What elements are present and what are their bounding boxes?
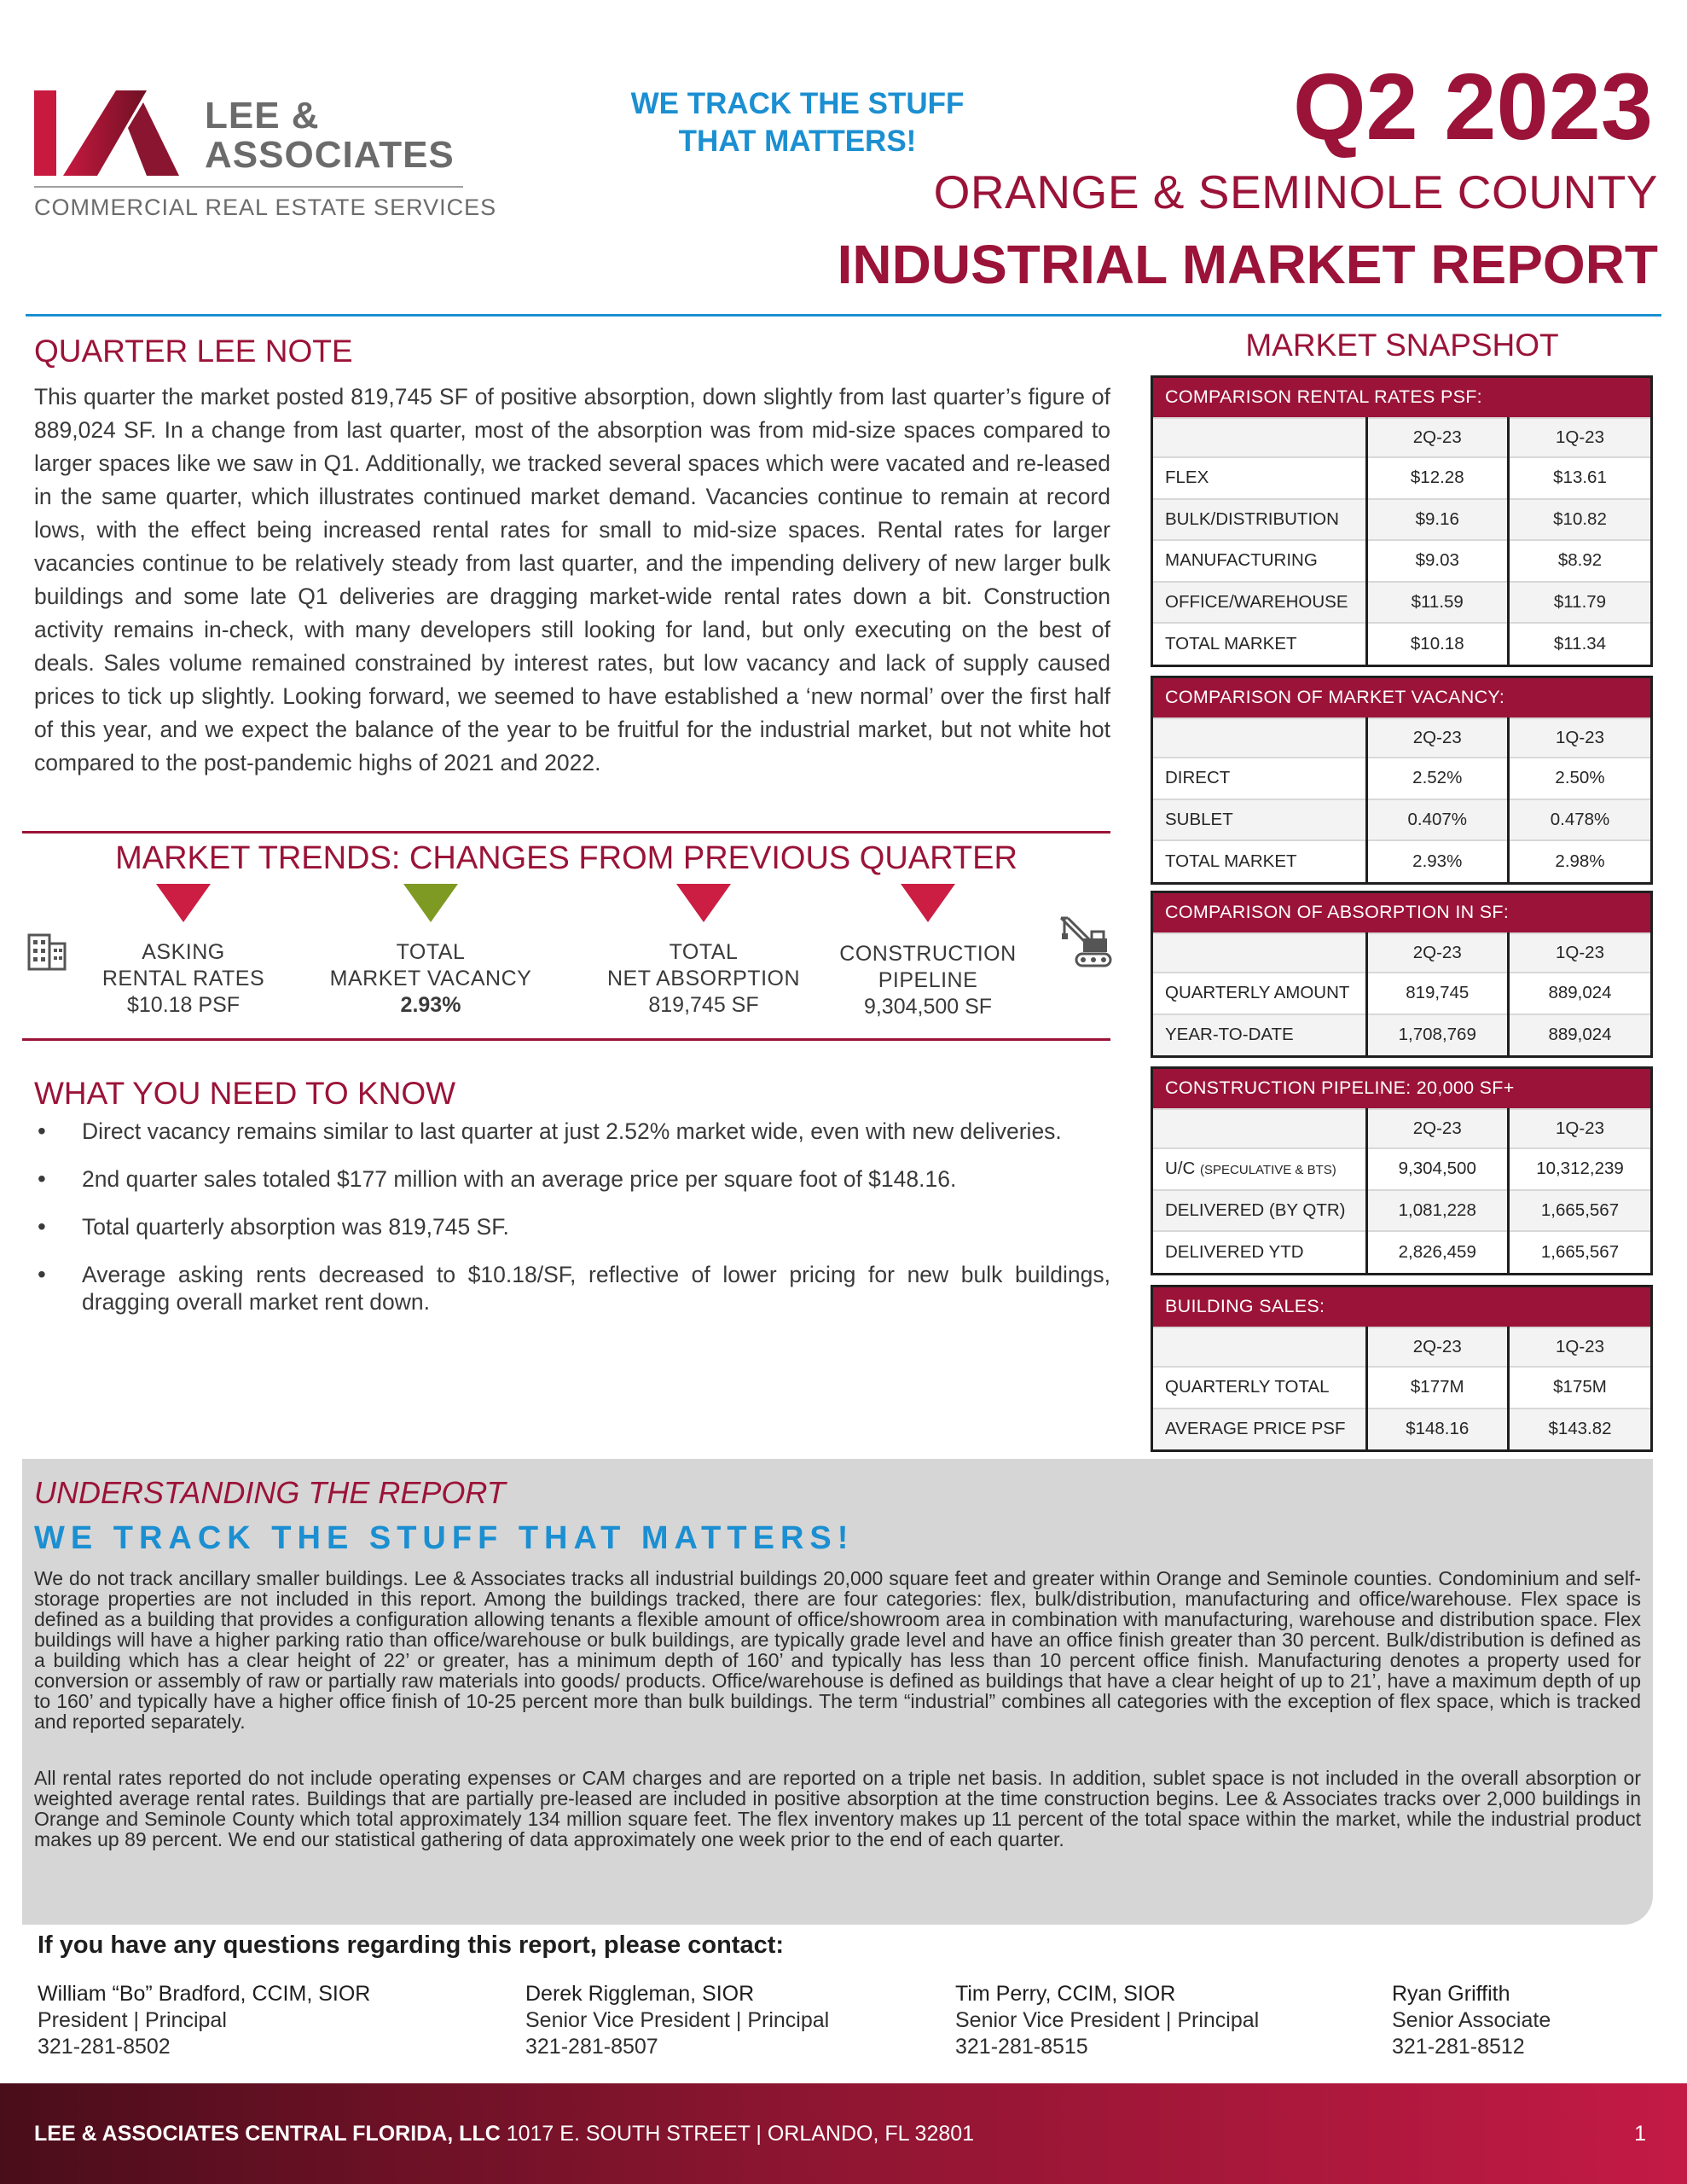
cell-previous: $13.61 [1509,457,1651,499]
cell-previous: $11.34 [1509,623,1651,665]
trend-value: $10.18 PSF [126,993,241,1017]
cell-previous: $8.92 [1509,540,1651,582]
row-label: DELIVERED (BY QTR) [1153,1190,1366,1232]
market-trends-heading: MARKET TRENDS: CHANGES FROM PREVIOUS QUARTER [115,840,1017,876]
table-row [1153,799,1650,841]
table-row [1153,973,1650,1014]
cell-previous: $11.79 [1509,582,1651,624]
table-header-row [1153,1109,1650,1148]
report-quarter: Q2 2023 [1292,55,1653,160]
down-arrow-icon [901,884,955,922]
row-label: BULK/DISTRIBUTION [1153,499,1366,541]
table-header-row [1153,933,1650,973]
trend-label-line-1: TOTAL [669,940,739,964]
contact-phone: 321-281-8507 [525,2035,658,2059]
contact-name: Tim Perry, CCIM, SIOR [955,1982,1176,2006]
table-corner [1153,1327,1366,1367]
table-row [1153,457,1650,499]
cell-previous: 889,024 [1509,973,1651,1014]
trend-construction-pipeline [817,884,1039,1020]
contact-name: Derek Riggleman, SIOR [525,1982,755,2006]
cell-current: $11.59 [1366,582,1509,624]
trend-net-absorption [593,884,815,1019]
contacts-heading: If you have any questions regarding this report, please contact: [38,1931,785,1959]
cell-previous: 0.478% [1509,799,1651,841]
cell-current: 2.52% [1366,758,1509,799]
trend-label-line-1: ASKING [142,940,225,964]
column-header: 2Q-23 [1366,1327,1509,1367]
cell-current: 9,304,500 [1366,1148,1509,1190]
table-row [1153,1367,1650,1409]
row-label: QUARTERLY AMOUNT [1153,973,1366,1014]
trend-value: 9,304,500 SF [863,995,993,1019]
column-header: 2Q-23 [1366,933,1509,973]
contact-title: President | Principal [38,2008,227,2032]
understanding-paragraph-1: We do not track ancillary smaller buildings. Lee & Associates tracks all industrial buildings 20,000 square feet and greater within Orange and Seminole counties. Condominium and self-storage properties are not included in this report. Among the buildings tracked, there are four categories: flex, bulk/distribution, manufacturing and office/warehouse. Flex space is defined as a building that provides a configuration allowing tenants a flexible amount of office/showroom area in combination with manufacturing, warehouse and distribution space. Flex buildings will have a higher parking ratio than office/warehouse or bulk buildings, are typically grade level and have an office finish greater than 30 percent. Bulk/distribution is defined as a building which has a clear height of 22’ or greater, has a minimum depth of 160’ and typically has less than 10 percent office finish. Manufacturing denotes a property used for conversion or assembly of raw or partially raw materials into goods/ products. Office/warehouse is defined as buildings that have a clear height of up to 21’, have a maximum depth of up to 160’ and typically have a higher office finish of 10-25 percent more than bulk buildings. The term “industrial” combines all categories with the exception of flex space, which is tracked and reported separately. [34,1567,1641,1733]
company-logo [34,85,497,226]
cell-previous: 2.98% [1509,840,1651,882]
table-title: BUILDING SALES: [1153,1287,1650,1327]
trend-label-line-1: CONSTRUCTION [839,942,1017,966]
column-header: 2Q-23 [1366,1109,1509,1148]
lee-associates-logo-mark [34,90,179,176]
quarter-note-body: This quarter the market posted 819,745 SF of positive absorption, down slightly from last quarter’s figure of 889,024 SF. In a change from last quarter, most of the absorption was from mid-size spaces compared to larger spaces like we saw in Q1. Additionally, we tracked several spaces which were vacated and re-leased in the same quarter, which illustrates continued market demand. Vacancies continue to remain at record lows, with the effect being increased rental rates for small to mid-size spaces. Rental rates for larger vacancies continue to be relatively steady from last quarter, and the impending delivery of new larger bulk buildings and some late Q1 deliveries are dragging market-wide rental rates down a bit. Construction activity remains in-check, with many developers still looking for land, but only executing on the best of deals. Sales volume remained constrained by interest rates, but low vacancy and lack of supply caused prices to tick up slightly. Looking forward, we seemed to have established a ‘new normal’ over the first half of this year, and we expect the balance of the year to be fruitful for the industrial market, but not white hot compared to the post-pandemic highs of 2021 and 2022. [34,384,1110,775]
cell-current: 2.93% [1366,840,1509,882]
contact-phone: 321-281-8502 [38,2035,171,2059]
construction-pipeline-table [1151,1066,1653,1275]
understanding-subheading: WE TRACK THE STUFF THAT MATTERS! [34,1520,855,1556]
contact-card [38,1981,370,2060]
column-header: 1Q-23 [1509,1327,1651,1367]
cell-previous: 2.50% [1509,758,1651,799]
cell-current: 1,081,228 [1366,1190,1509,1232]
understanding-paragraph-2: All rental rates reported do not include operating expenses or CAM charges and are reported on a triple net basis. In addition, sublet space is not included in the overall absorption or weighted average rental rates. Buildings that are partially pre-leased are included in positive absorption at the time construction begins. Lee & Associates tracks over 2,000 buildings in Orange and Seminole County which total approximately 134 million square feet. The flex inventory makes up 11 percent of the total space within the market, while the industrial product makes up 89 percent. We end our statistical gathering of data approximately one week prior to the end of each quarter. [34,1767,1641,1850]
cell-current: $12.28 [1366,457,1509,499]
contact-card [1392,1981,1551,2060]
trend-value: 2.93% [400,993,461,1017]
table-row [1153,582,1650,624]
cell-current: $148.16 [1366,1409,1509,1450]
contact-title: Senior Vice President | Principal [525,2008,830,2032]
column-header: 1Q-23 [1509,418,1651,457]
table-row [1153,840,1650,882]
cell-previous: 1,665,567 [1509,1190,1651,1232]
row-label: YEAR-TO-DATE [1153,1014,1366,1056]
table-row [1153,1190,1650,1232]
down-arrow-icon [156,884,211,922]
down-arrow-icon [403,884,458,922]
row-label: DIRECT [1153,758,1366,799]
column-header: 1Q-23 [1509,933,1651,973]
cell-previous: 889,024 [1509,1014,1651,1056]
row-label: OFFICE/WAREHOUSE [1153,582,1366,624]
contact-name: William “Bo” Bradford, CCIM, SIOR [38,1982,371,2006]
column-header: 1Q-23 [1509,1109,1651,1148]
list-item: • Average asking rents decreased to $10.18/SF, reflective of lower pricing for new bulk buildings, dragging overall market rent down. [34,1261,1110,1316]
contact-phone: 321-281-8515 [955,2035,1088,2059]
footer-address-line [34,2121,974,2146]
need-to-know-list [34,1118,1110,1336]
cell-current: $10.18 [1366,623,1509,665]
row-label: DELIVERED YTD [1153,1231,1366,1273]
column-header: 2Q-23 [1366,718,1509,758]
table-title: COMPARISON RENTAL RATES PSF: [1153,378,1650,417]
row-label: FLEX [1153,457,1366,499]
market-snapshot-heading: MARKET SNAPSHOT [1245,328,1559,363]
table-row [1153,1231,1650,1273]
table-corner [1153,933,1366,973]
need-to-know-heading: WHAT YOU NEED TO KNOW [34,1076,456,1111]
contact-title: Senior Vice President | Principal [955,2008,1260,2032]
contact-name: Ryan Griffith [1392,1982,1510,2006]
building-icon [26,928,68,971]
logo-text-associates: ASSOCIATES [205,134,455,176]
row-label-main: U/C [1165,1159,1196,1179]
header-divider [26,314,1661,317]
table-corner [1153,418,1366,457]
trend-asking-rental-rates [72,884,294,1019]
understanding-heading: UNDERSTANDING THE REPORT [34,1475,506,1510]
cell-current: 0.407% [1366,799,1509,841]
trend-label-line-2: NET ABSORPTION [606,967,801,990]
table-title: COMPARISON OF ABSORPTION IN SF: [1153,893,1650,932]
table-row [1153,499,1650,541]
footer-company: LEE & ASSOCIATES CENTRAL FLORIDA, LLC [34,2122,501,2146]
down-arrow-icon [676,884,731,922]
rental-rates-table [1151,375,1653,667]
tagline-line-2: THAT MATTERS! [678,125,917,158]
trend-label-line-1: TOTAL [396,940,466,964]
cell-current: $177M [1366,1367,1509,1409]
table-header-row [1153,718,1650,758]
market-vacancy-table [1151,676,1653,885]
logo-divider [34,186,463,188]
trends-divider-bottom [22,1038,1110,1041]
table-row [1153,1409,1650,1450]
table-row [1153,758,1650,799]
logo-subtitle: COMMERCIAL REAL ESTATE SERVICES [34,195,497,220]
cell-current: $9.03 [1366,540,1509,582]
trend-market-vacancy [320,884,542,1019]
absorption-table [1151,891,1653,1058]
table-row [1153,1014,1650,1056]
crane-icon [1058,915,1114,971]
cell-previous: 10,312,239 [1509,1148,1651,1190]
cell-previous: 1,665,567 [1509,1231,1651,1273]
cell-current: 2,826,459 [1366,1231,1509,1273]
trend-label-line-2: RENTAL RATES [101,967,265,990]
list-item: • Direct vacancy remains similar to last quarter at just 2.52% market wide, even with new deliveries. [34,1118,1110,1145]
understanding-panel [22,1459,1653,1925]
row-label: SUBLET [1153,799,1366,841]
row-label: TOTAL MARKET [1153,840,1366,882]
contact-card [525,1981,829,2060]
quarter-note-heading: QUARTER LEE NOTE [34,334,353,369]
table-title: COMPARISON OF MARKET VACANCY: [1153,678,1650,717]
row-label: AVERAGE PRICE PSF [1153,1409,1366,1450]
table-corner [1153,1109,1366,1148]
trends-divider-top [22,831,1110,834]
contact-card [955,1981,1259,2060]
contact-title: Senior Associate [1392,2008,1551,2032]
row-label-note: (SPECULATIVE & BTS) [1200,1163,1336,1178]
cell-previous: $143.82 [1509,1409,1651,1450]
table-row [1153,540,1650,582]
logo-text-lee: LEE & [205,95,320,136]
contact-phone: 321-281-8512 [1392,2035,1525,2059]
table-row [1153,1148,1650,1190]
cell-current: 819,745 [1366,973,1509,1014]
table-row [1153,623,1650,665]
table-header-row [1153,1327,1650,1367]
footer-address: 1017 E. SOUTH STREET | ORLANDO, FL 32801 [500,2122,975,2146]
list-item: • Total quarterly absorption was 819,745 SF. [34,1213,1110,1240]
trend-label-line-2: MARKET VACANCY [329,967,532,990]
table-corner [1153,718,1366,758]
row-label: TOTAL MARKET [1153,623,1366,665]
header-tagline [597,85,998,160]
page-number: 1 [1634,2122,1646,2146]
report-county: ORANGE & SEMINOLE COUNTY [933,166,1658,218]
cell-current: 1,708,769 [1366,1014,1509,1056]
cell-previous: $175M [1509,1367,1651,1409]
table-title: CONSTRUCTION PIPELINE: 20,000 SF+ [1153,1069,1650,1108]
trend-value: 819,745 SF [648,993,759,1017]
tagline-line-1: WE TRACK THE STUFF [630,87,965,120]
report-title: INDUSTRIAL MARKET REPORT [837,234,1658,295]
cell-current: $9.16 [1366,499,1509,541]
building-sales-table [1151,1285,1653,1452]
cell-previous: $10.82 [1509,499,1651,541]
page-footer [0,2083,1687,2184]
row-label: QUARTERLY TOTAL [1153,1367,1366,1409]
list-item: • 2nd quarter sales totaled $177 million with an average price per square foot of $148.16. [34,1165,1110,1193]
trend-label-line-2: PIPELINE [878,968,978,992]
table-header-row [1153,418,1650,457]
row-label [1153,1148,1366,1190]
column-header: 1Q-23 [1509,718,1651,758]
row-label: MANUFACTURING [1153,540,1366,582]
column-header: 2Q-23 [1366,418,1509,457]
